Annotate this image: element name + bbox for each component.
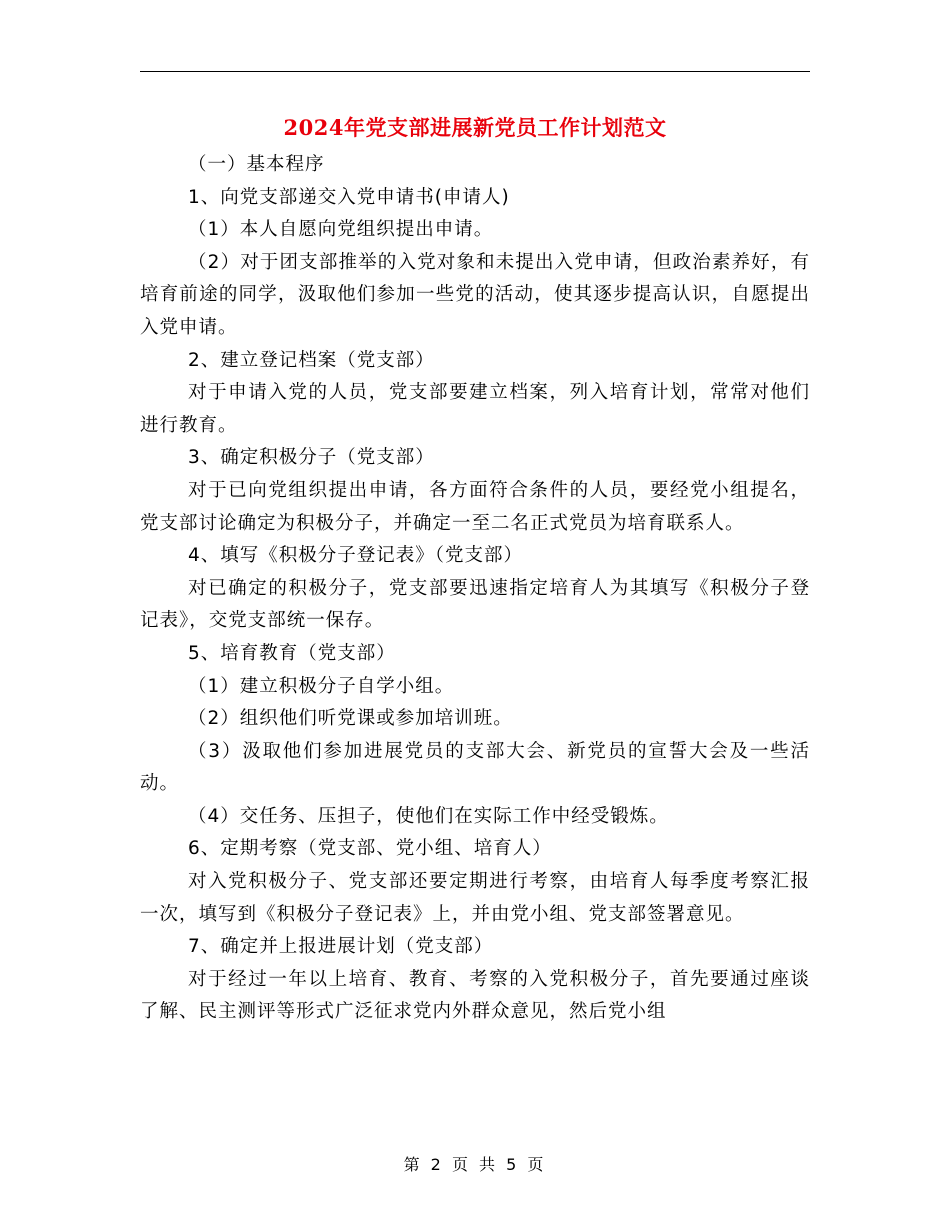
paragraph: （4）交任务、压担子，使他们在实际工作中经受锻炼。 xyxy=(188,805,669,827)
paragraph: 7、确定并上报进展计划（党支部） xyxy=(188,936,494,958)
paragraph: 6、定期考察（党支部、党小组、培育人） xyxy=(188,838,552,860)
document-body xyxy=(140,149,810,1029)
paragraph: 对入党积极分子、党支部还要定期进行考察，由培育人每季度考察汇报一次，填写到《积极分子登记表》上，并由党小组、党支部签署意见。 xyxy=(140,871,810,925)
page-footer: 第 2 页 共 5 页 xyxy=(403,1155,547,1174)
paragraph: （1）本人自愿向党组织提出申请。 xyxy=(188,219,494,241)
document-title: 2024年党支部进展新党员工作计划范文 xyxy=(283,115,667,140)
paragraph: （一）基本程序 xyxy=(188,154,325,175)
paragraph: 5、培育教育（党支部） xyxy=(188,642,396,664)
paragraph: 3、确定积极分子（党支部） xyxy=(188,447,435,469)
paragraph: （2）组织他们听党课或参加培训班。 xyxy=(188,708,513,730)
paragraph: （1）建立积极分子自学小组。 xyxy=(188,675,455,697)
paragraph: 1、向党支部递交入党申请书(申请人) xyxy=(188,186,510,208)
paragraph: （2）对于团支部推举的入党对象和未提出入党申请，但政治素养好，有培育前途的同学，汲取他们参加一些党的活动，使其逐步提高认识，自愿提出入党申请。 xyxy=(140,251,810,338)
paragraph: 2、建立登记档案（党支部） xyxy=(188,349,435,371)
paragraph: 对于已向党组织提出申请，各方面符合条件的人员，要经党小组提名，党支部讨论确定为积极分子，并确定一至二名正式党员为培育联系人。 xyxy=(140,479,810,534)
paragraph: 对于经过一年以上培育、教育、考察的入党积极分子，首先要通过座谈了解、民主测评等形式广泛征求党内外群众意见，然后党小组 xyxy=(140,968,810,1023)
paragraph: 对于申请入党的人员，党支部要建立档案，列入培育计划，常常对他们进行教育。 xyxy=(140,382,810,436)
paragraph: 4、填写《积极分子登记表》（党支部） xyxy=(188,545,524,567)
header-rule xyxy=(140,71,810,72)
paragraph: 对已确定的积极分子，党支部要迅速指定培育人为其填写《积极分子登记表》，交党支部统一保存。 xyxy=(140,577,810,632)
paragraph: （3）汲取他们参加进展党员的支部大会、新党员的宣誓大会及一些活动。 xyxy=(140,740,810,795)
